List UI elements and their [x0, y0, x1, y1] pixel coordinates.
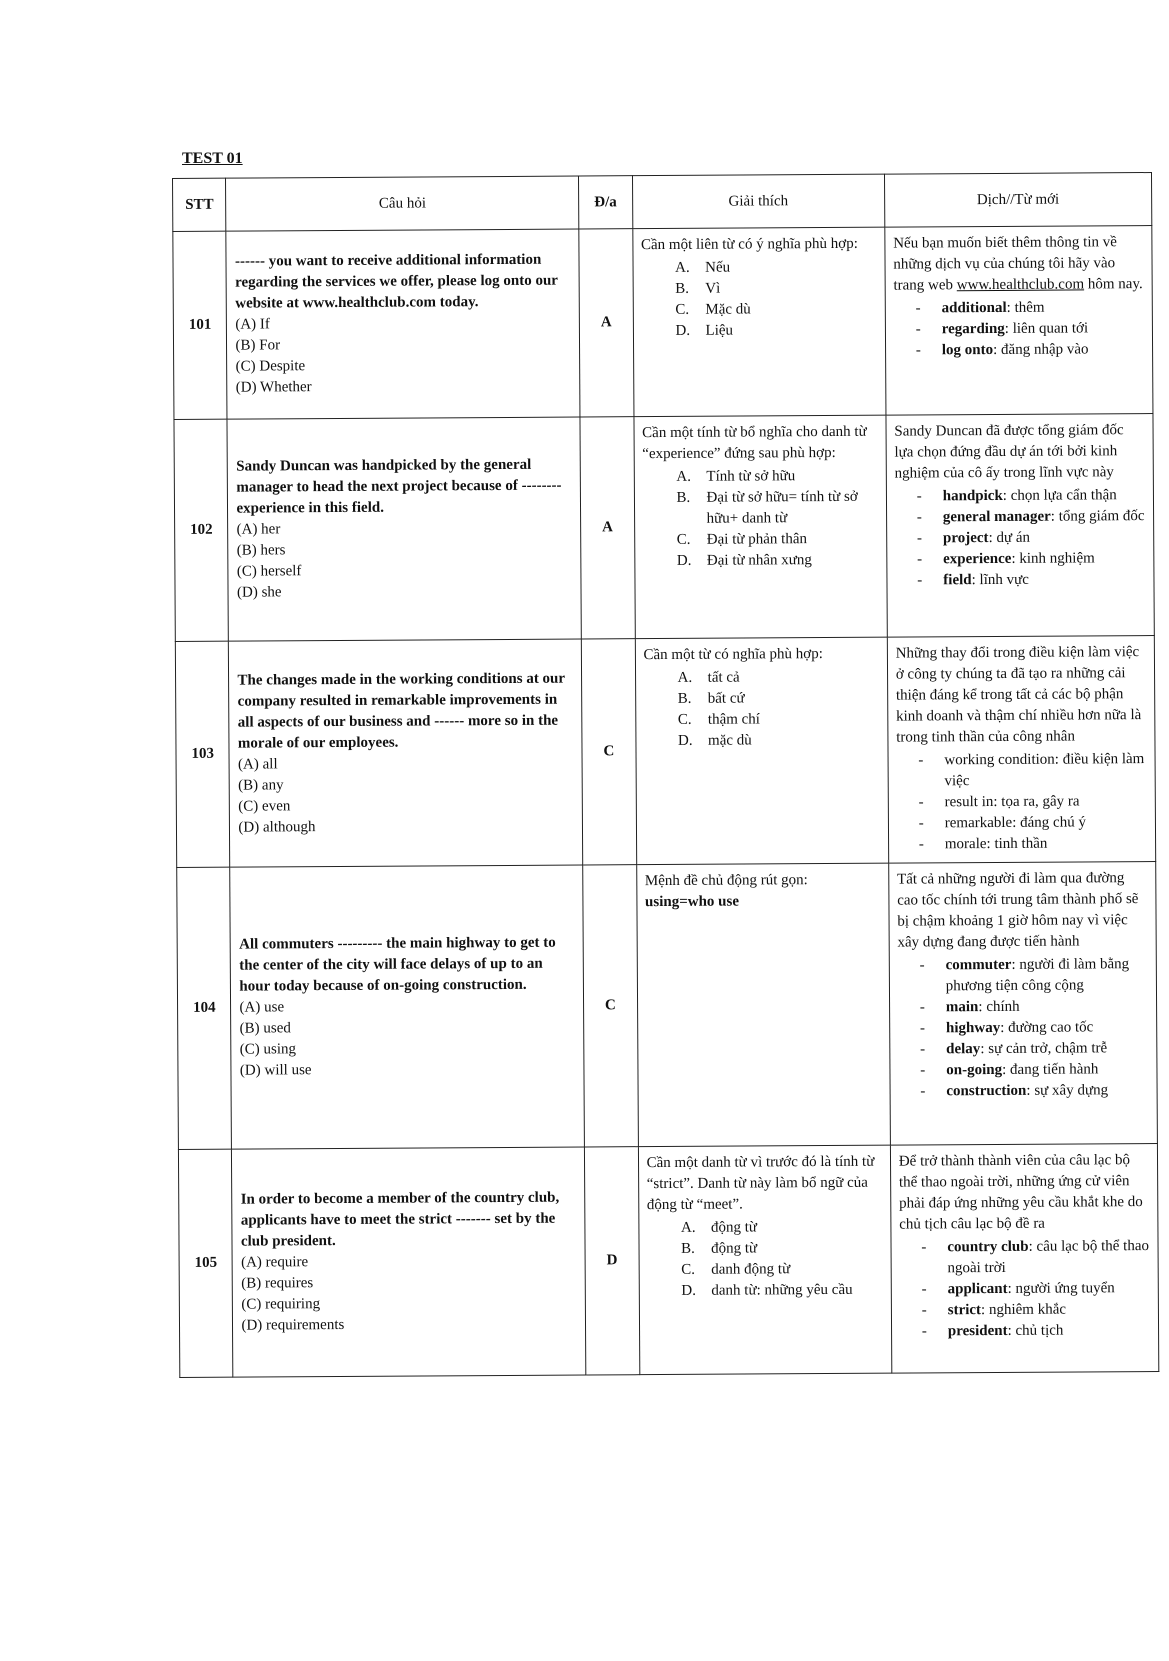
table-body — [173, 226, 1159, 1378]
option-meaning: Nếu — [705, 259, 731, 276]
vocab-term: strict — [947, 1302, 982, 1319]
option-meaning: Tính từ sở hữu — [706, 468, 796, 485]
table-row — [178, 1143, 1158, 1377]
vocab-item — [919, 833, 1147, 855]
vocab-item — [917, 569, 1145, 591]
correct-answer: C — [583, 865, 638, 1147]
table-header-row — [173, 173, 1152, 232]
explanation-note: Cần một tính từ bổ nghĩa cho danh từ “experience” đứng sau phù hợp: — [642, 423, 867, 463]
vocab-list — [917, 485, 1146, 591]
vocab-meaning: : tổng giám đốc — [1050, 508, 1145, 525]
vocab-meaning: : đường cao tốc — [1000, 1019, 1094, 1036]
vocab-meaning: : lĩnh vực — [971, 571, 1029, 589]
vocab-item — [920, 1080, 1148, 1102]
vocab-item — [920, 1017, 1148, 1039]
option-letter: C. — [677, 711, 692, 728]
explanation-option — [681, 1217, 882, 1239]
explanation-options — [675, 257, 877, 342]
answer-option: (D) will use — [239, 1062, 312, 1079]
vocab-item — [922, 1320, 1150, 1342]
explanation-formula: using=who use — [644, 893, 740, 911]
explanation-option — [678, 709, 879, 731]
option-letter: A. — [676, 468, 692, 485]
option-letter: D. — [677, 732, 693, 749]
vocab-term: highway — [945, 1019, 1001, 1037]
vocab-item — [918, 749, 1146, 792]
vocab-meaning: working condition: điều kiện làm việc — [944, 751, 1145, 790]
option-letter: C. — [676, 531, 691, 548]
explanation-option — [677, 550, 878, 572]
option-meaning: danh động từ — [711, 1261, 791, 1278]
vocab-item — [920, 1059, 1148, 1081]
option-meaning: bất cứ — [707, 690, 745, 707]
vocab-item — [922, 1278, 1150, 1300]
vocab-item — [917, 506, 1145, 528]
answer-option: (C) using — [239, 1041, 297, 1058]
question-stem: In order to become a member of the country club, applicants have to meet the strict ------- set by the club president. — [240, 1189, 560, 1250]
correct-answer: C — [581, 639, 636, 865]
vocab-term: commuter — [945, 956, 1012, 974]
option-letter: A. — [677, 669, 693, 686]
vocab-meaning: : người ứng tuyển — [1007, 1280, 1115, 1297]
translation-sentence: Tất cả những người đi làm qua đường cao tốc chính tới trung tâm thành phố sẽ bị chậm khoảng 1 giờ hôm nay vì việc xây dựng đang được tiến hành — [897, 870, 1139, 951]
explanation-note: Cần một từ có nghĩa phù hợp: — [643, 646, 823, 664]
explanation-option — [681, 1238, 882, 1260]
option-meaning: tất cả — [707, 669, 740, 686]
answer-option: (D) although — [238, 818, 316, 836]
vocab-list — [916, 297, 1145, 361]
explanation-note: Cần một liên từ có ý nghĩa phù hợp: — [640, 235, 858, 254]
option-letter: D. — [675, 322, 691, 339]
explanation-note: Cần một danh từ vì trước đó là tính từ “strict”. Danh từ này làm bổ ngữ của động từ “meet”. — [646, 1153, 875, 1214]
translation-sentence: Sandy Duncan đã được tổng giám đốc lựa chọn đứng đầu dự án tới bởi kinh nghiệm của cô ấy trong lĩnh vực này — [894, 422, 1124, 482]
option-letter: D. — [676, 552, 692, 569]
translation-cell — [890, 1143, 1159, 1373]
vocab-meaning: : liên quan tới — [1004, 320, 1089, 337]
vocab-item — [919, 812, 1147, 834]
correct-answer: A — [580, 417, 635, 639]
explanation-option — [677, 529, 878, 551]
vocab-term: country club — [947, 1238, 1029, 1256]
option-letter: B. — [677, 690, 692, 707]
table-row — [174, 414, 1154, 642]
answer-option: (A) all — [237, 755, 278, 773]
translation-sentence: Để trở thành thành viên của câu lạc bộ thể thao ngoài trời, những ứng cử viên phải đáp ứng những yêu cầu khắt khe do chủ tịch câu lạc bộ đề ra — [898, 1152, 1143, 1233]
vocab-meaning: : câu lạc bộ thể thao ngoài trời — [947, 1238, 1150, 1277]
explanation-cell — [634, 415, 888, 639]
vocab-item — [916, 339, 1144, 361]
table-row — [173, 226, 1153, 420]
explanation-option — [676, 487, 877, 530]
option-meaning: Đại từ sở hữu= tính từ sở hữu+ danh từ — [706, 488, 858, 527]
translation-sentence: Những thay đổi trong điều kiện làm việc ở công ty chúng ta đã tạo ra những cải thiện đáng kể trong tất cả các bộ phận kinh doanh và thậm chí nhiều hơn nữa là trong tinh thần của công nhân — [895, 644, 1142, 746]
answer-option: (C) herself — [236, 563, 302, 580]
vocab-list — [920, 954, 1149, 1102]
explanation-option — [675, 299, 876, 321]
vocab-meaning: : đăng nhập vào — [993, 341, 1089, 358]
translation-cell — [888, 862, 1157, 1146]
answer-option: (C) even — [238, 797, 291, 815]
option-letter: B. — [681, 1240, 695, 1257]
question-cell — [226, 229, 580, 419]
explanation-option — [681, 1280, 882, 1302]
header-question: Câu hỏi — [226, 176, 579, 231]
vocab-term: delay — [946, 1041, 981, 1058]
vocab-item — [921, 1236, 1149, 1279]
explanation-options — [676, 466, 878, 572]
header-explanation: Giải thích — [632, 174, 885, 229]
question-stem: All commuters --------- the main highway to get to the center of the city will face delays of up to an hour today because of on-going construction. — [239, 934, 556, 995]
explanation-option — [675, 257, 876, 279]
translation-cell — [885, 226, 1153, 416]
vocab-term: experience — [943, 550, 1012, 568]
question-cell — [232, 1147, 586, 1377]
answer-option: (B) used — [239, 1020, 291, 1037]
vocab-term: additional — [941, 299, 1007, 317]
explanation-option — [675, 320, 876, 342]
explanation-cell — [638, 1145, 892, 1375]
question-cell — [229, 639, 583, 867]
question-number: 105 — [178, 1149, 233, 1377]
answer-option: (A) use — [239, 999, 285, 1016]
vocab-item — [920, 996, 1148, 1018]
option-letter: B. — [676, 489, 691, 506]
vocab-term: on-going — [946, 1061, 1003, 1079]
question-number: 101 — [173, 231, 228, 419]
option-meaning: thậm chí — [707, 711, 761, 728]
answer-option: (B) hers — [236, 542, 286, 559]
vocab-item — [917, 485, 1145, 507]
header-translation: Dịch//Từ mới — [884, 173, 1152, 228]
vocab-item — [920, 1038, 1148, 1060]
vocab-item — [920, 954, 1148, 997]
vocab-meaning: : kinh nghiệm — [1011, 550, 1095, 567]
vocab-meaning: : nghiêm khắc — [980, 1301, 1067, 1319]
vocab-meaning: : dự án — [988, 529, 1031, 547]
option-meaning: mặc dù — [707, 732, 752, 749]
option-meaning: Đại từ nhân xưng — [706, 552, 812, 569]
explanation-option — [678, 667, 879, 689]
table-row — [177, 862, 1158, 1150]
correct-answer: A — [579, 229, 634, 417]
header-answer: Đ/a — [579, 176, 633, 229]
table-row — [175, 636, 1155, 868]
explanation-options — [678, 667, 880, 752]
answer-option: (B) requires — [241, 1275, 314, 1292]
answer-option: (D) Whether — [235, 379, 312, 396]
translation-text: Nếu bạn muốn biết thêm thông tin về những dịch vụ của chúng tôi hãy vào trang web — [893, 234, 1117, 294]
vocab-term: president — [947, 1322, 1008, 1340]
option-meaning: động từ — [710, 1219, 758, 1236]
vocab-item — [917, 548, 1145, 570]
vocab-meaning: remarkable: đáng chú ý — [944, 814, 1086, 832]
vocab-term: regarding — [941, 320, 1005, 338]
answer-option: (C) requiring — [241, 1296, 321, 1313]
vocab-list — [921, 1236, 1150, 1342]
vocab-term: project — [942, 530, 989, 547]
vocab-meaning: : người đi làm bằng phương tiện công cộng — [945, 956, 1130, 995]
translation-text: hôm nay. — [1084, 276, 1143, 293]
vocab-item — [922, 1299, 1150, 1321]
option-letter: A. — [680, 1219, 696, 1236]
answer-option: (A) her — [236, 521, 281, 538]
question-stem: Sandy Duncan was handpicked by the general manager to head the next project because of -------- experience in this field. — [236, 456, 562, 517]
vocab-list — [918, 749, 1147, 855]
website-url: www.healthclub.com — [956, 276, 1085, 294]
vocab-meaning: : thêm — [1006, 299, 1045, 316]
vocab-term: construction — [946, 1082, 1027, 1100]
explanation-option — [676, 466, 877, 488]
vocab-meaning: : đang tiến hành — [1002, 1061, 1099, 1078]
vocab-term: handpick — [942, 487, 1003, 505]
option-meaning: danh từ: những yêu cầu — [711, 1281, 853, 1299]
explanation-option — [678, 730, 879, 752]
vocab-term: applicant — [947, 1280, 1008, 1298]
option-meaning: Liệu — [705, 322, 734, 339]
correct-answer: D — [585, 1147, 640, 1375]
translation-cell — [887, 636, 1156, 864]
question-number: 103 — [175, 641, 230, 867]
vocab-term: general manager — [942, 508, 1051, 526]
answer-table — [172, 172, 1159, 1378]
explanation-note: Mệnh đề chủ động rút gọn: — [644, 872, 808, 890]
vocab-term: field — [943, 572, 972, 589]
option-meaning: Đại từ phản thân — [706, 531, 808, 548]
option-letter: C. — [675, 301, 690, 318]
vocab-item — [919, 791, 1147, 813]
question-cell — [230, 865, 584, 1149]
option-letter: D. — [681, 1282, 697, 1299]
option-letter: A. — [675, 259, 690, 276]
explanation-options — [681, 1217, 883, 1302]
answer-option: (C) Despite — [235, 358, 306, 375]
question-stem: ------ you want to receive additional information regarding the services we offer, please log onto our website at www.healthclub.com today. — [234, 251, 558, 312]
vocab-term: main — [945, 999, 979, 1016]
vocab-item — [916, 318, 1144, 340]
explanation-option — [675, 278, 876, 300]
explanation-cell — [636, 863, 890, 1147]
explanation-option — [681, 1259, 882, 1281]
vocab-meaning: : chọn lựa cẩn thận — [1002, 487, 1117, 504]
question-number: 104 — [177, 867, 232, 1149]
vocab-meaning: : sự xây dựng — [1026, 1082, 1109, 1099]
translation-sentence — [893, 232, 1144, 297]
question-cell — [227, 417, 581, 641]
vocab-item — [916, 297, 1144, 319]
option-meaning: Mặc dù — [705, 301, 751, 318]
vocab-meaning: : chủ tịch — [1007, 1322, 1064, 1339]
answer-option: (A) require — [241, 1254, 309, 1271]
test-title: TEST 01 — [182, 150, 243, 167]
translation-cell — [886, 414, 1155, 638]
explanation-cell — [632, 227, 885, 417]
option-meaning: động từ — [711, 1240, 758, 1257]
header-stt: STT — [173, 178, 227, 231]
explanation-option — [678, 688, 879, 710]
vocab-meaning: : chính — [978, 998, 1020, 1016]
option-letter: B. — [675, 280, 690, 297]
vocab-meaning: : sự cản trở, chậm trễ — [980, 1040, 1108, 1058]
answer-option: (A) If — [235, 316, 270, 333]
explanation-cell — [635, 637, 889, 865]
vocab-item — [917, 527, 1145, 549]
vocab-term: log onto — [941, 341, 994, 359]
option-meaning: Vì — [705, 280, 721, 297]
answer-option: (D) requirements — [241, 1316, 345, 1334]
answer-option: (B) any — [238, 776, 284, 794]
vocab-meaning: morale: tinh thần — [944, 835, 1048, 853]
answer-option: (B) For — [235, 337, 281, 354]
question-number: 102 — [174, 419, 229, 641]
option-letter: C. — [681, 1261, 696, 1278]
answer-option: (D) she — [236, 584, 282, 601]
vocab-meaning: result in: tọa ra, gây ra — [944, 793, 1080, 811]
question-stem: The changes made in the working conditions at our company resulted in remarkable improvements in all aspects of our business and ------ more so in the morale of our employees. — [237, 670, 565, 752]
